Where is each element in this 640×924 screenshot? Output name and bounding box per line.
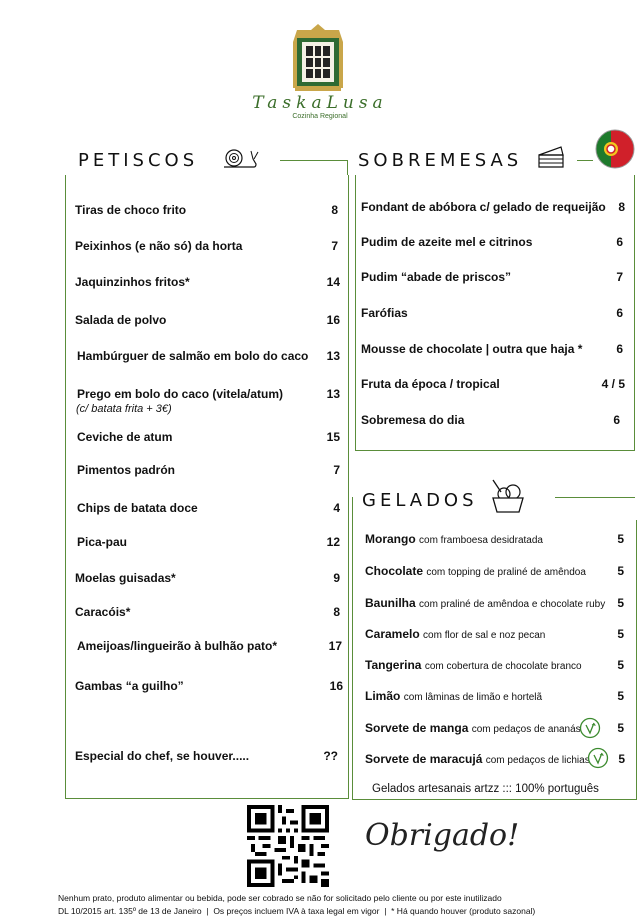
petisco-price: 16: [326, 313, 340, 327]
sobremesa-item: Sobremesa do dia: [361, 413, 465, 427]
gelado-item: [365, 658, 582, 672]
portugal-flag-icon: [594, 128, 636, 170]
gelado-item: [365, 564, 586, 578]
gelado-item: [365, 689, 542, 703]
petisco-item: Especial do chef, se houver.....: [75, 749, 250, 763]
sobremesa-price: 7: [616, 270, 623, 284]
gelado-price: 5: [617, 689, 624, 703]
sobremesa-item: Farófias: [361, 306, 408, 320]
petisco-price: 15: [326, 430, 340, 444]
qr-code-icon: [247, 805, 329, 887]
petisco-item: Caracóis*: [75, 605, 131, 619]
gelado-desc: com cobertura de chocolate branco: [424, 661, 582, 672]
legal-seasonal: * Há quando houver (produto sazonal): [391, 906, 536, 916]
sobremesas-title: SOBREMESAS: [358, 150, 523, 171]
gelado-desc: com topping de praliné de amêndoa: [426, 567, 586, 578]
sobremesa-item: Pudim “abade de priscos”: [361, 270, 512, 284]
gelado-price: 5: [617, 596, 624, 610]
gelado-name: Sorvete de maracujá: [365, 752, 483, 766]
gelado-desc: com pedaços de ananás: [471, 724, 581, 735]
legal-vat: Os preços incluem IVA à taxa legal em vigor: [213, 906, 380, 916]
gelado-desc: com framboesa desidratada: [419, 535, 543, 546]
brand-name: TaskaLusa: [252, 93, 388, 113]
ice-cream-icon: [487, 476, 527, 516]
petisco-price: 14: [326, 275, 340, 289]
sobremesa-price: 8: [618, 200, 625, 214]
gelado-name: Limão: [365, 689, 401, 703]
petisco-price: 8: [331, 203, 338, 217]
petisco-item: Moelas guisadas*: [75, 571, 176, 585]
petisco-item: Chips de batata doce: [77, 501, 198, 515]
petiscos-title: PETISCOS: [78, 150, 199, 171]
gelado-price: 5: [617, 532, 624, 546]
gelado-desc: com lâminas de limão e hortelã: [403, 692, 543, 703]
sobremesa-price: 6: [613, 413, 620, 427]
restaurant-logo-icon: [287, 22, 349, 94]
petisco-price: 7: [331, 239, 338, 253]
thank-you-text: Obrigado!: [365, 818, 520, 853]
petisco-item: Ameijoas/lingueirão à bulhão pato*: [77, 639, 278, 653]
gelados-title: GELADOS: [362, 490, 478, 511]
gelado-item: [365, 532, 543, 546]
petisco-price: 12: [326, 535, 340, 549]
petisco-price: 9: [333, 571, 340, 585]
petiscos-box: [65, 175, 349, 799]
gelado-item: [365, 627, 545, 641]
petisco-item: Prego em bolo do caco (vitela/atum): [77, 387, 284, 401]
petisco-item: Tiras de choco frito: [75, 203, 187, 217]
petisco-price: 4: [333, 501, 340, 515]
gelado-item: [365, 596, 605, 610]
gelado-price: 5: [617, 721, 624, 735]
sobremesa-item: Mousse de chocolate | outra que haja *: [361, 342, 583, 356]
gelados-footer: Gelados artesanais artzz ::: 100% português: [372, 783, 599, 795]
gelado-price: 5: [617, 658, 624, 672]
petisco-price: 13: [326, 387, 340, 401]
legal-decree: DL 10/2015 art. 135º de 13 de Janeiro: [58, 906, 202, 916]
legal-separator: |: [381, 906, 389, 916]
sobremesa-price: 6: [616, 306, 623, 320]
gelado-price: 5: [617, 627, 624, 641]
gelado-desc: com praliné de amêndoa e chocolate ruby: [419, 599, 606, 610]
sobremesa-item: Fondant de abóbora c/ gelado de requeijão: [361, 200, 606, 214]
gelado-desc: com pedaços de lichias: [485, 755, 590, 766]
petisco-item: Pimentos padrón: [77, 463, 176, 477]
gelado-name: Chocolate: [365, 564, 424, 578]
gelado-price: 5: [618, 752, 625, 766]
brand-subtitle: Cozinha Regional: [292, 113, 348, 120]
petisco-item: Ceviche de atum: [77, 430, 173, 444]
sobremesa-item: Fruta da época / tropical: [361, 377, 500, 391]
gelado-name: Sorvete de manga: [365, 721, 469, 735]
petisco-item: Salada de polvo: [75, 313, 167, 327]
petisco-item: Hambúrguer de salmão em bolo do caco: [77, 349, 309, 363]
petisco-item: Gambas “a guilho”: [75, 679, 184, 693]
petisco-price: 7: [333, 463, 340, 477]
petisco-price: 16: [329, 679, 343, 693]
petisco-price: ??: [323, 749, 338, 763]
petisco-price: 17: [328, 639, 342, 653]
gelado-item: [365, 721, 581, 735]
sobremesa-price: 4 / 5: [601, 377, 625, 391]
petisco-price: 8: [333, 605, 340, 619]
sobremesa-item: Pudim de azeite mel e citrinos: [361, 235, 533, 249]
sobremesa-price: 6: [616, 235, 623, 249]
gelado-name: Caramelo: [365, 627, 420, 641]
sobremesa-price: 6: [616, 342, 623, 356]
petiscos-divider: [280, 160, 348, 161]
gelado-price: 5: [617, 564, 624, 578]
petisco-item: Pica-pau: [77, 535, 128, 549]
legal-line-2: [58, 906, 535, 916]
gelado-name: Tangerina: [365, 658, 422, 672]
cake-slice-icon: [536, 143, 566, 171]
petisco-price: 13: [326, 349, 340, 363]
gelado-name: Morango: [365, 532, 416, 546]
petisco-item: Jaquinzinhos fritos*: [75, 275, 190, 289]
petisco-note: (c/ batata frita + 3€): [76, 403, 172, 415]
vegan-leaf-icon: [579, 717, 601, 739]
gelado-desc: com flor de sal e noz pecan: [423, 630, 546, 641]
gelado-name: Baunilha: [365, 596, 416, 610]
legal-line-1: Nenhum prato, produto alimentar ou bebida, pode ser cobrado se não for solicitado pelo cliente ou por este inutilizado: [58, 893, 502, 903]
snail-icon: [220, 147, 260, 169]
petisco-item: Peixinhos (e não só) da horta: [75, 239, 243, 253]
gelado-item: [365, 752, 590, 766]
legal-separator: |: [204, 906, 211, 916]
